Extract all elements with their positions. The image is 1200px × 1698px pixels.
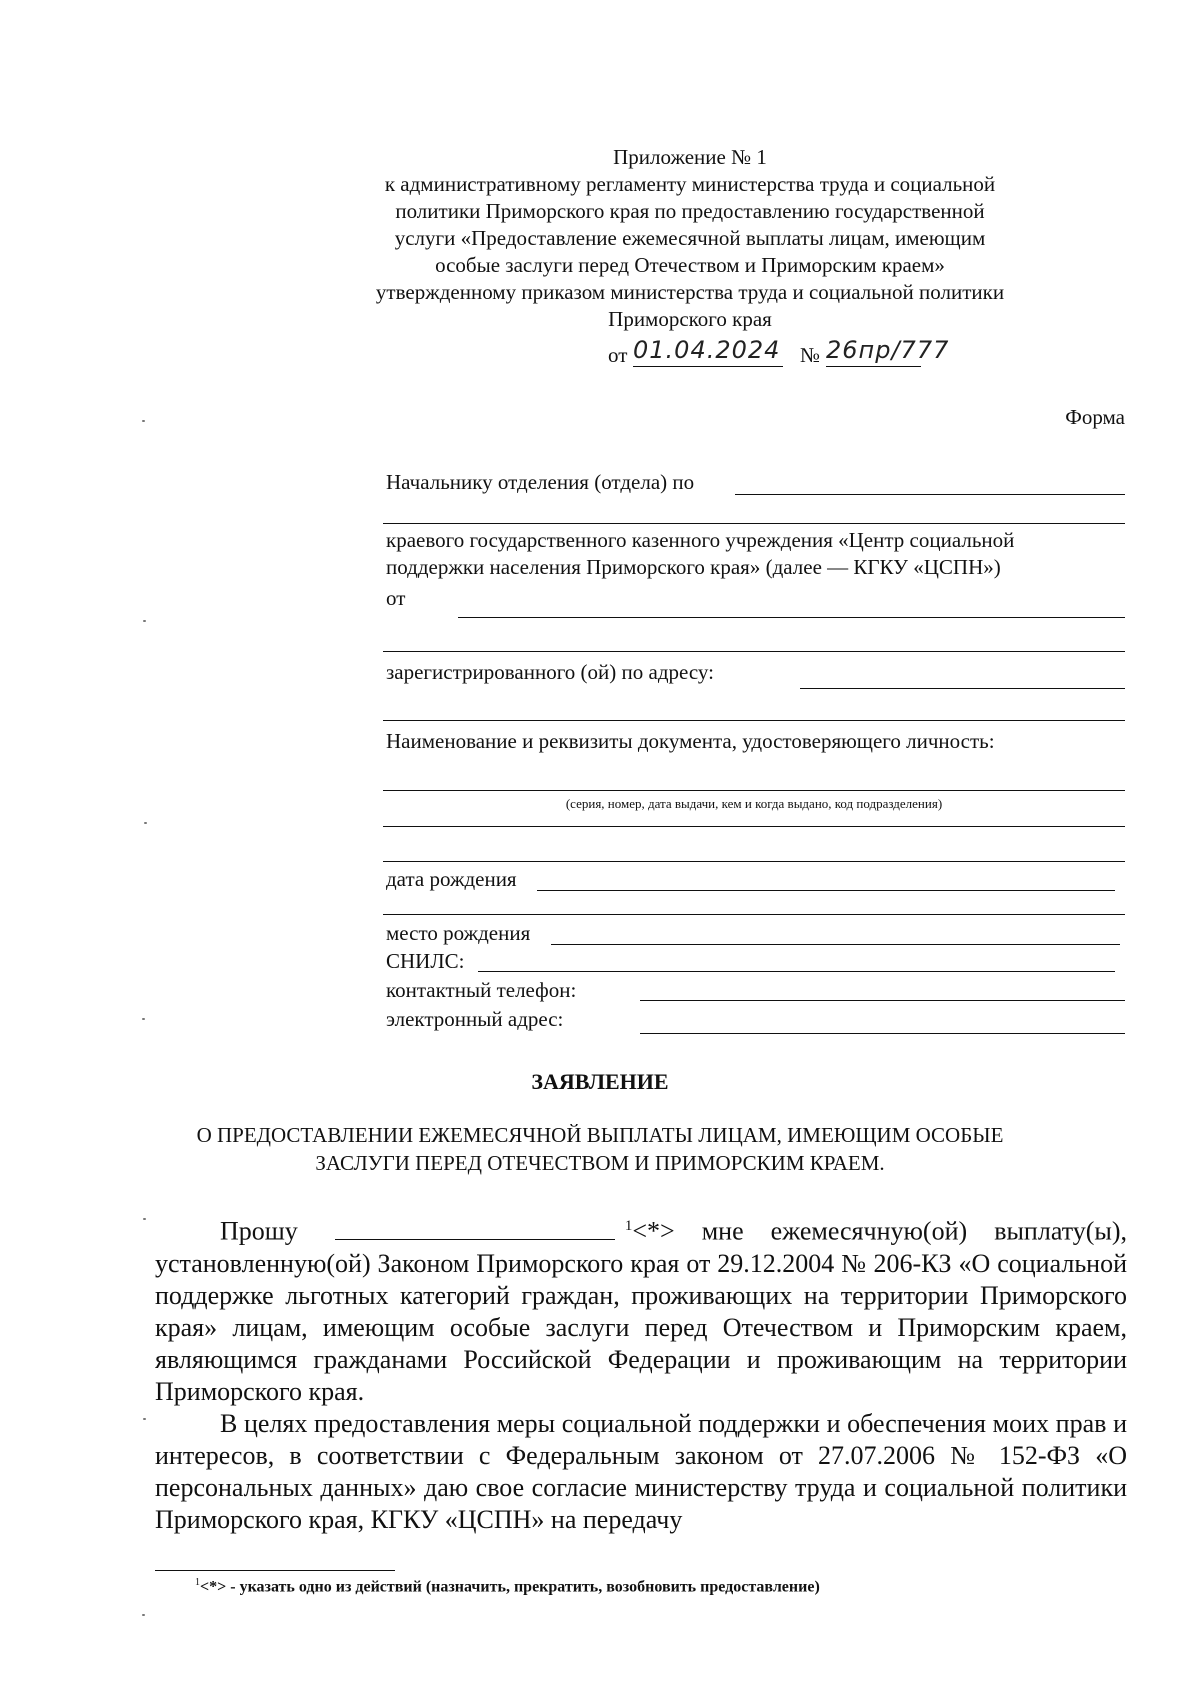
scan-speck (143, 1418, 146, 1420)
footnote-separator (155, 1570, 395, 1571)
header-line: услуги «Предоставление ежемесячной выплаты лицам, имеющим (394, 226, 986, 250)
applicant-name-field[interactable] (458, 617, 1125, 618)
id-document-field-3[interactable] (383, 861, 1125, 862)
snils-label: СНИЛС: (386, 949, 465, 973)
footnote-text: <*> - указать одно из действий (назначить, прекратить, возобновить предоставление) (200, 1578, 820, 1596)
email-label: электронный адрес: (386, 1007, 564, 1031)
birth-place-label: место рождения (386, 921, 531, 945)
from-label: от (386, 586, 406, 610)
form-label: Форма (1065, 405, 1125, 429)
application-body (155, 1210, 1127, 1536)
order-from-label: от (608, 343, 628, 367)
address-field-cont[interactable] (383, 720, 1125, 721)
scan-speck (142, 1614, 145, 1616)
order-date-underline (633, 366, 783, 367)
to-head-label: Начальнику отделения (отдела) по (386, 470, 695, 494)
footnote-number: 1 (195, 1577, 200, 1588)
header-line: особые заслуги перед Отечеством и Приморским краем» (435, 253, 945, 277)
order-number-label: № (800, 343, 821, 367)
department-field[interactable] (735, 494, 1125, 495)
document-title: ЗАЯВЛЕНИЕ (531, 1069, 669, 1094)
request-prefix: Прошу (220, 1216, 298, 1246)
id-document-field-2[interactable] (383, 826, 1125, 827)
request-text: <*> мне ежемесячную(ой) выплату(ы), установленную(ой) Законом Приморского края от 29.12.2004 № 206-КЗ «О социальной поддержке льготных категорий граждан, проживающих на территории Приморского края» лицам, имеющим особые заслуги перед Отечеством и Приморским краем, являющимся гражданами Российской Федерации и проживающим на территории Приморского края. (155, 1216, 1127, 1406)
consent-paragraph: В целях предоставления меры социальной поддержки и обеспечения моих прав и интересов, в соответствии с Федеральным законом от 27.07.2006 № 152-ФЗ «О персональных данных» даю свое согласие министерству труда и социальной политики Приморского края, КГКУ «ЦСПН» на передачу (155, 1408, 1127, 1534)
address-field[interactable] (800, 688, 1125, 689)
registered-address-label: зарегистрированного (ой) по адресу: (386, 660, 714, 684)
header-line: Приморского края (608, 307, 772, 331)
order-date-handwritten: 01.04.2024 (633, 336, 781, 364)
footnote-marker: 1 (624, 1218, 633, 1234)
birth-date-field[interactable] (537, 890, 1115, 891)
snils-field[interactable] (478, 971, 1115, 972)
scan-speck (143, 1218, 146, 1220)
request-paragraph (155, 1210, 1127, 1408)
header-line: утвержденному приказом министерства труда и социальной политики (375, 280, 1005, 304)
scan-speck (143, 620, 146, 622)
birth-date-field-cont[interactable] (383, 914, 1125, 915)
footnote (195, 1577, 820, 1596)
phone-field[interactable] (640, 1000, 1125, 1001)
scan-speck (144, 822, 147, 824)
phone-label: контактный телефон: (386, 978, 577, 1002)
document-subtitle: О ПРЕДОСТАВЛЕНИИ ЕЖЕМЕСЯЧНОЙ ВЫПЛАТЫ ЛИЦАМ, ИМЕЮЩИМ ОСОБЫЕ (196, 1123, 1004, 1147)
email-field[interactable] (640, 1033, 1125, 1034)
scan-speck (142, 1018, 145, 1020)
order-number-underline (826, 366, 921, 367)
birth-date-label: дата рождения (386, 867, 517, 891)
institution-line: поддержки населения Приморского края» (далее — КГКУ «ЦСПН») (386, 555, 1001, 579)
action-field[interactable] (335, 1215, 615, 1240)
id-document-label: Наименование и реквизиты документа, удостоверяющего личность: (386, 729, 995, 753)
scan-speck (142, 420, 145, 422)
applicant-name-field-cont[interactable] (383, 651, 1125, 652)
department-field-cont[interactable] (383, 523, 1125, 524)
id-document-field[interactable] (383, 790, 1125, 791)
institution-line: краевого государственного казенного учреждения «Центр социальной (386, 528, 1015, 552)
header-line: к административному регламенту министерства труда и социальной (384, 172, 996, 196)
header-line: политики Приморского края по предоставлению государственной (395, 199, 985, 223)
appendix-title: Приложение № 1 (613, 145, 767, 169)
document-subtitle: ЗАСЛУГИ ПЕРЕД ОТЕЧЕСТВОМ И ПРИМОРСКИМ КРАЕМ. (315, 1151, 885, 1175)
birth-place-field[interactable] (551, 944, 1120, 945)
id-document-hint: (серия, номер, дата выдачи, кем и когда выдано, код подразделения) (565, 796, 943, 811)
order-number-handwritten: 26пр/777 (826, 336, 950, 364)
